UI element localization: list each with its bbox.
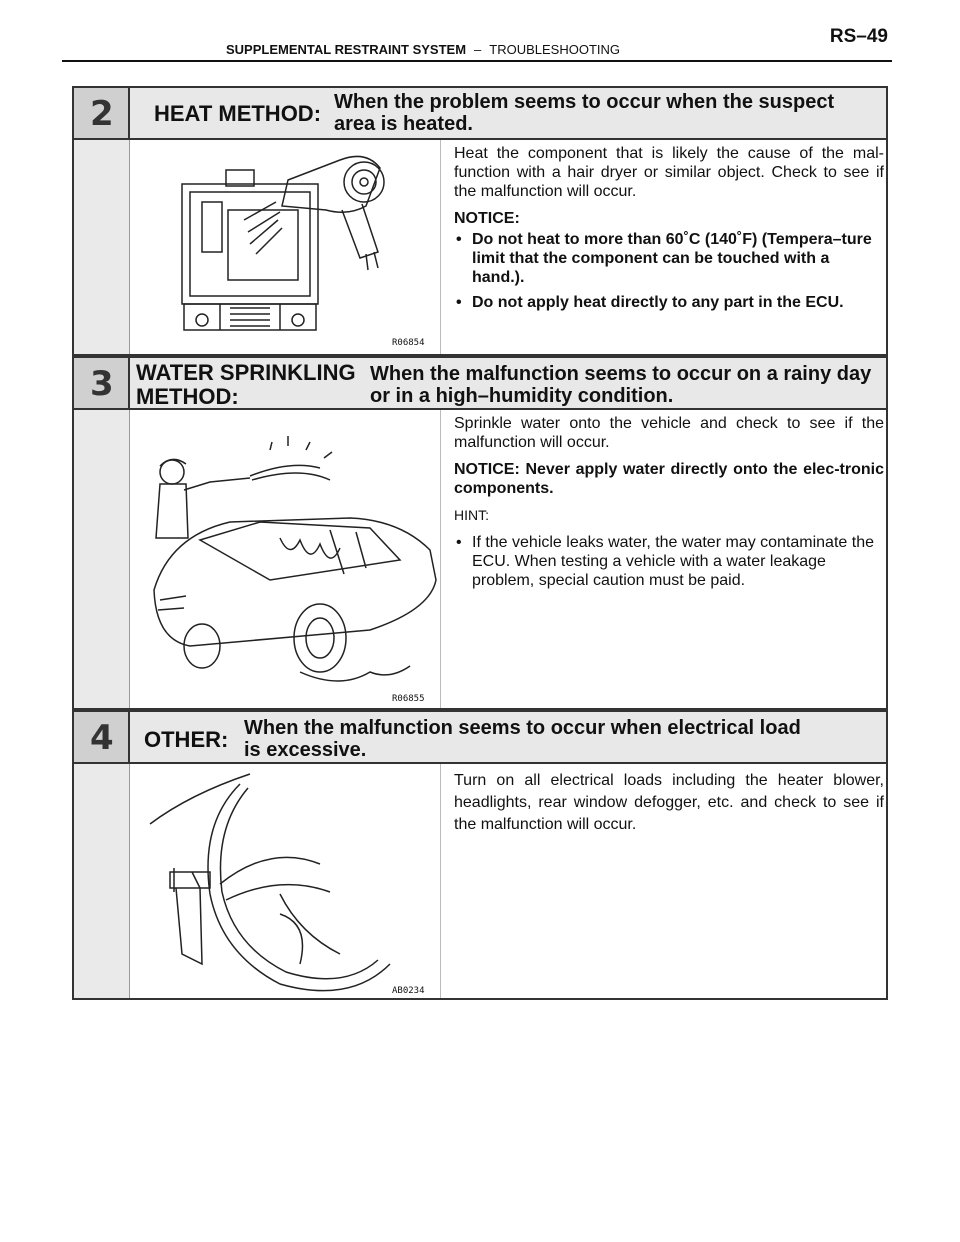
section-heat-method bbox=[72, 86, 888, 356]
notice-label: NOTICE: bbox=[454, 210, 520, 227]
method-condition: When the malfunction seems to occur on a rainy day or in a high–humidity condition. bbox=[370, 363, 872, 407]
figure-hair-dryer bbox=[130, 140, 441, 354]
hint-item bbox=[454, 533, 884, 590]
section-title-band bbox=[74, 88, 886, 140]
bullet-glyph: • bbox=[456, 231, 462, 248]
section-water-sprinkling-method bbox=[72, 356, 888, 710]
header-separator: – bbox=[474, 42, 482, 57]
figure-car-sprinkling bbox=[130, 410, 441, 708]
side-strip bbox=[74, 410, 130, 708]
figure-steering-wheel bbox=[130, 764, 441, 998]
page-number: RS–49 bbox=[829, 26, 888, 47]
figure-code: AB0234 bbox=[392, 986, 425, 996]
method-condition: When the problem seems to occur when the suspect area is heated. bbox=[334, 91, 835, 135]
section-text bbox=[454, 414, 884, 596]
section-title-band bbox=[74, 358, 886, 410]
method-condition: When the malfunction seems to occur when electrical load is excessive. bbox=[244, 717, 801, 761]
section-other-method bbox=[72, 710, 888, 1000]
section-number: 3 bbox=[90, 364, 114, 404]
figure-code: R06855 bbox=[392, 694, 425, 704]
bullet-glyph: • bbox=[456, 294, 462, 311]
side-strip bbox=[74, 140, 130, 354]
section-title-band bbox=[74, 712, 886, 764]
figure-code: R06854 bbox=[392, 338, 425, 348]
section-number: 2 bbox=[90, 94, 114, 134]
steering-wheel-illustration bbox=[130, 764, 440, 998]
section-text bbox=[454, 144, 884, 318]
bullet-glyph: • bbox=[456, 534, 462, 551]
notice-item bbox=[454, 293, 884, 312]
method-title: WATER SPRINKLING METHOD: bbox=[136, 360, 356, 409]
hint-item-text: If the vehicle leaks water, the water may contaminate the ECU. When testing a vehicle with a water leakage problem, special caution must be paid. bbox=[472, 534, 874, 589]
notice-item-text: Do not apply heat directly to any part in the ECU. bbox=[472, 294, 844, 311]
section-text bbox=[454, 770, 884, 844]
header-subsection: TROUBLESHOOTING bbox=[489, 42, 621, 57]
section-number-badge bbox=[74, 358, 130, 408]
section-number-badge bbox=[74, 88, 130, 138]
page-header bbox=[62, 18, 892, 62]
notice-item-text: Do not heat to more than 60˚C (140˚F) (Tempera–ture limit that the component can be touched with a hand.). bbox=[472, 231, 872, 286]
section-number-badge bbox=[74, 712, 130, 762]
method-title: HEAT METHOD: bbox=[154, 101, 322, 126]
instruction-paragraph: Turn on all electrical loads including the heater blower, headlights, rear window defogger, etc. and check to see if the malfunction will occur. bbox=[454, 772, 884, 833]
instruction-paragraph: Heat the component that is likely the cause of the mal-function with a hair dryer or similar object. Check to see if the malfunction will occur. bbox=[454, 145, 884, 200]
hint-label: HINT: bbox=[454, 507, 489, 523]
instruction-paragraph: Sprinkle water onto the vehicle and check to see if the malfunction will occur. bbox=[454, 415, 884, 451]
notice-item bbox=[454, 230, 884, 287]
running-header bbox=[226, 42, 620, 57]
header-section: SUPPLEMENTAL RESTRAINT SYSTEM bbox=[226, 42, 467, 57]
hair-dryer-illustration bbox=[130, 140, 440, 354]
notice-text: NOTICE: Never apply water directly onto the elec-tronic components. bbox=[454, 461, 884, 497]
section-number: 4 bbox=[90, 718, 114, 758]
car-water-sprinkling-illustration bbox=[130, 410, 440, 708]
method-title: OTHER: bbox=[144, 727, 229, 752]
side-strip bbox=[74, 764, 130, 998]
